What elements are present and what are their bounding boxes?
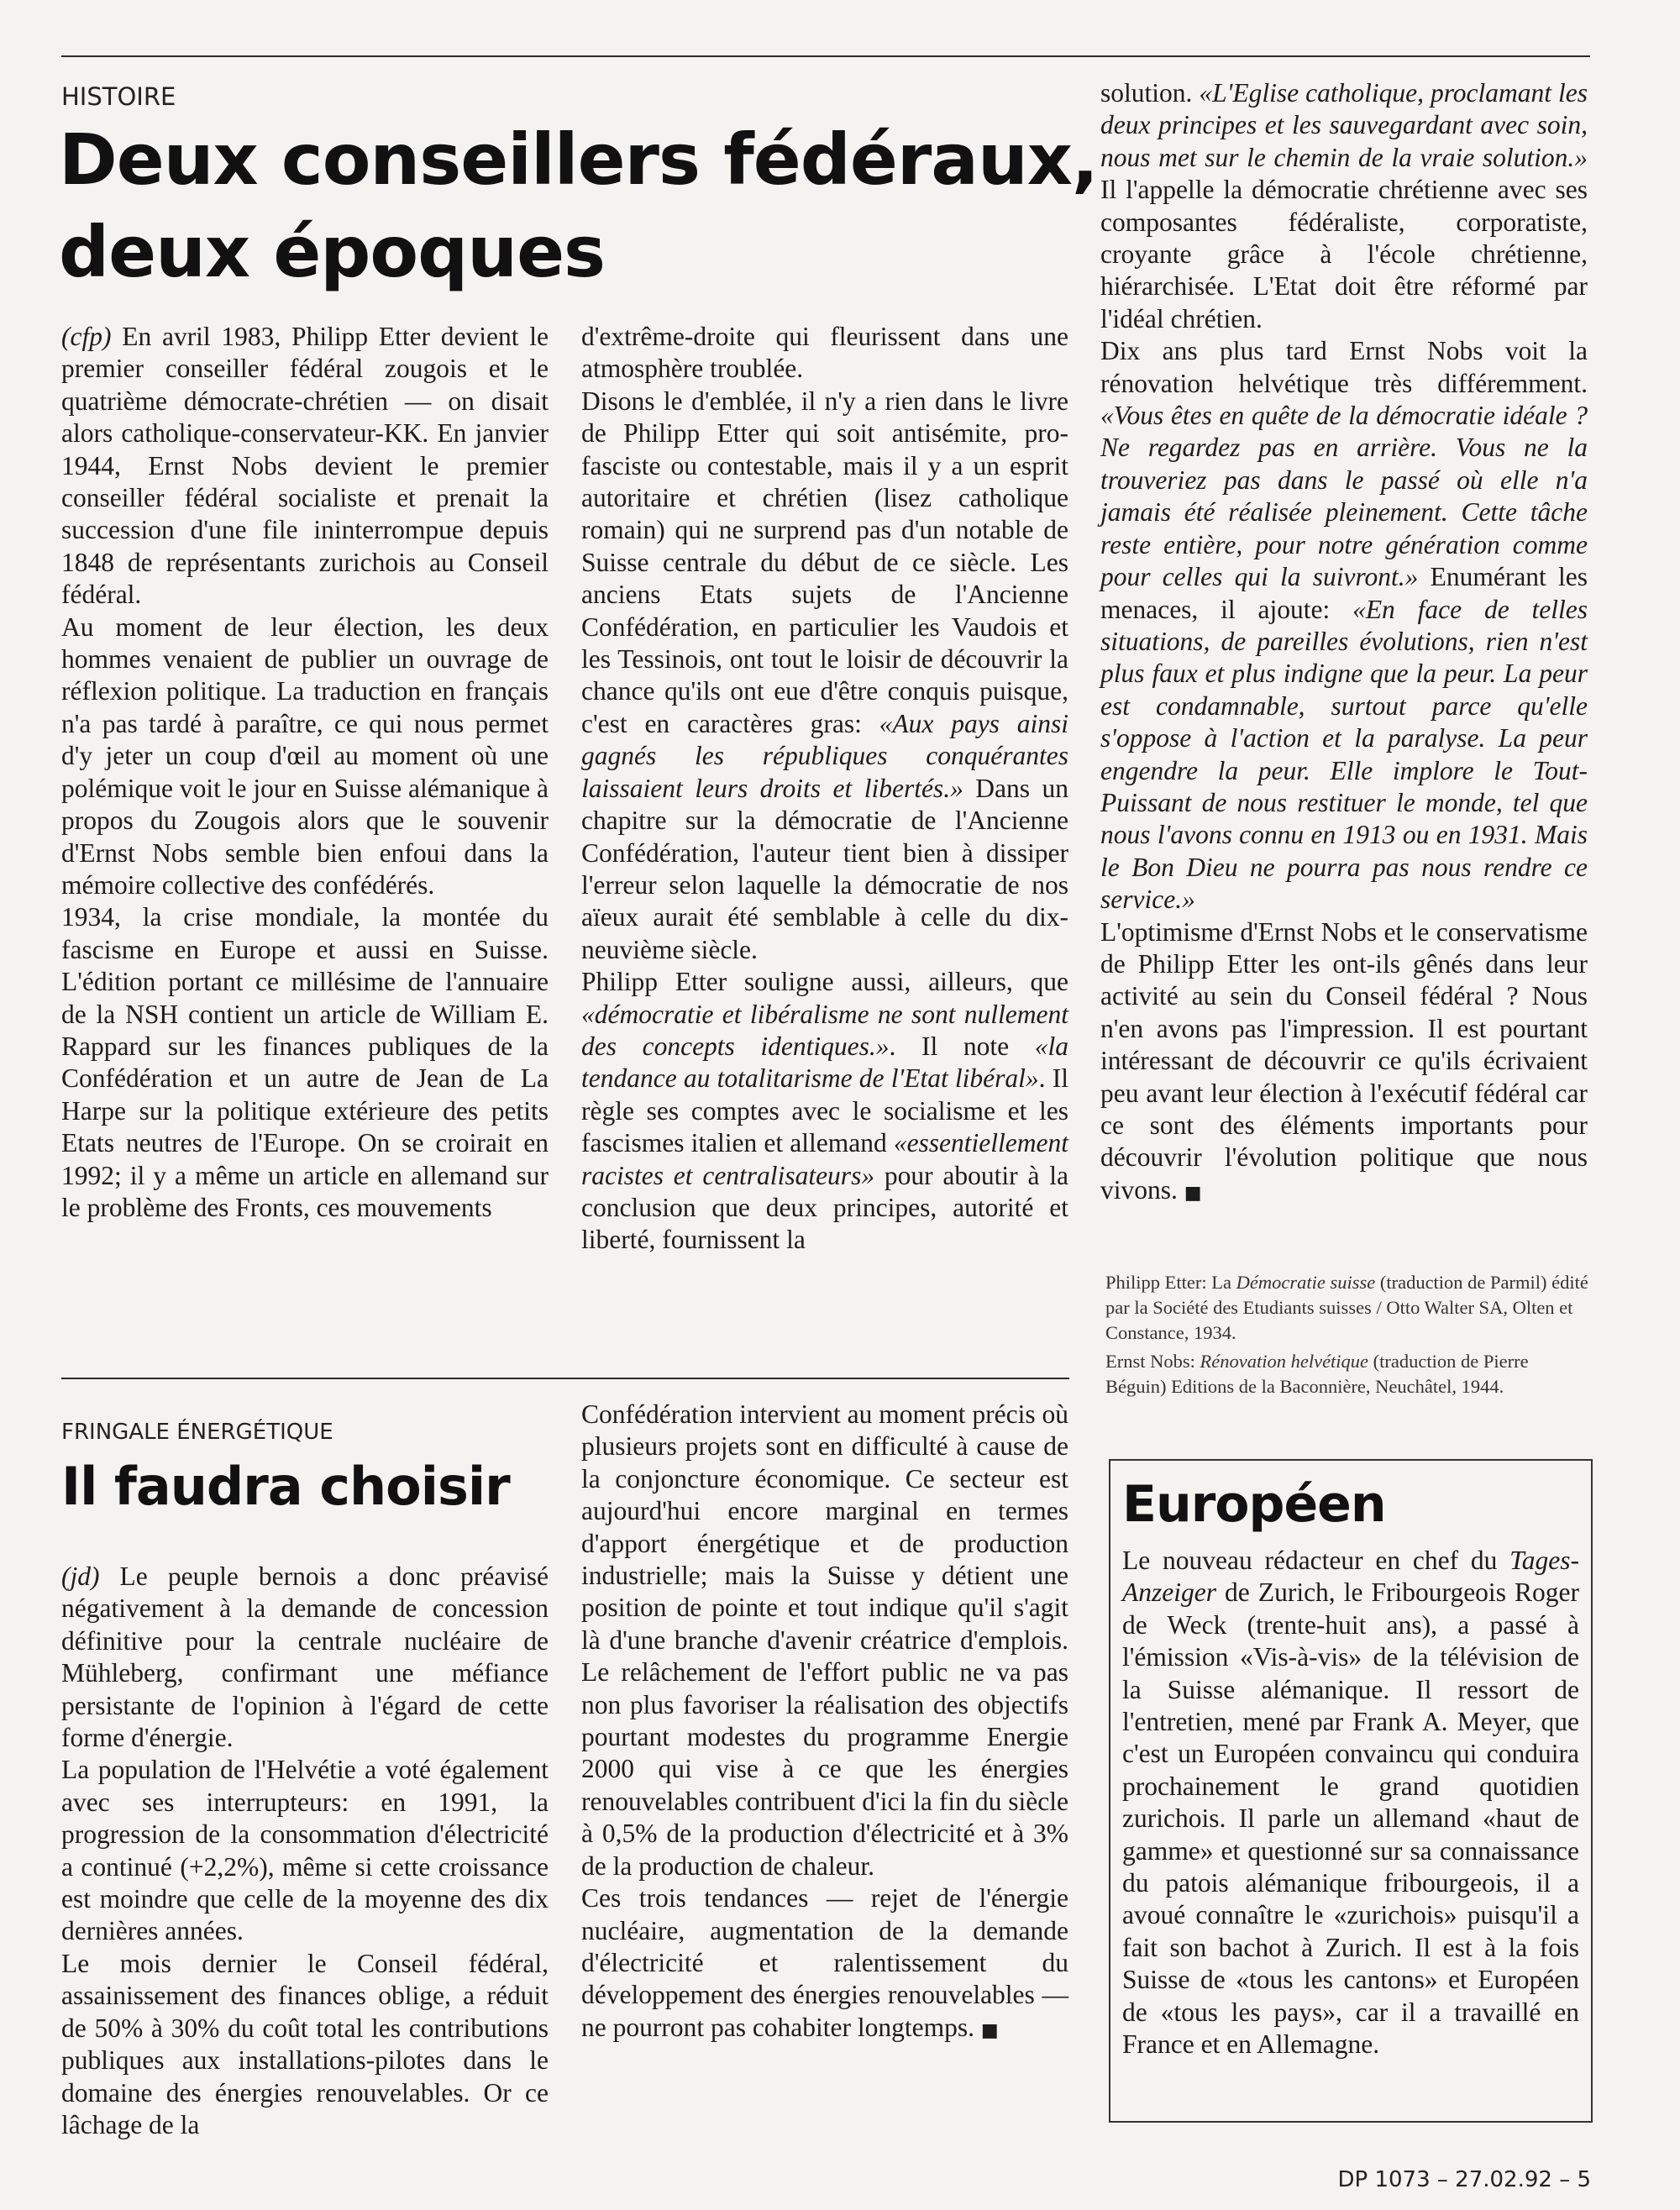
- paragraph: d'extrême-droite qui fleurissent dans une atmosphère troublée.: [581, 322, 1068, 384]
- bibliography-entry: Philipp Etter: La Démocratie suisse (traduction de Parmil) édité par la Société des Etudiants suisses / Otto Walter SA, Olten et Constance, 1934.: [1105, 1272, 1588, 1343]
- paragraph: La population de l'Helvétie a voté également avec ses interrupteurs: en 1991, la progression de la consommation d'électricité a continué (+2,2%), même si cette croissance est moindre que celle de la moyenne des dix dernières années.: [61, 1755, 549, 1946]
- bibliography: [1105, 1270, 1589, 1403]
- paragraph: 1934, la crise mondiale, la montée du fascisme en Europe et aussi en Suisse. L'édition portant ce millésime de l'annuaire de la NSH contient un article de William E. Rappard sur les finances publiques de la Confédération et un autre de Jean de La Harpe sur la politique extérieure des petits Etats neutres de l'Europe. On se croirait en 1992; il y a même un article en allemand sur le problème des Fronts, ces mouvements: [61, 902, 549, 1222]
- end-mark-icon: ■: [1184, 1182, 1202, 1204]
- article2-column-1: [61, 1561, 549, 2141]
- article1-column-3: [1100, 77, 1588, 1210]
- paragraph: Dix ans plus tard Ernst Nobs voit la rénovation helvétique très différemment. «Vous êtes en quête de la démocratie idéale ? Ne regardez pas en arrière. Vous ne la trouveriez pas dans le passé où elle n'a jamais été réalisée pleinement. Cette tâche reste entière, pour notre génération comme pour celles qui la suivront.» Enumérant les menaces, il ajoute: «En face de telles situations, de pareilles évolutions, rien n'est plus faux et plus indigne que la peur. La peur est condamnable, surtout parce qu'elle s'oppose à l'action et la paralyse. La peur engendre la peur. Elle implore le Tout-Puissant de nous restituer le monde, tel que nous l'avons connu en 1913 ou en 1931. Mais le Bon Dieu ne pourra pas nous rendre ce service.»: [1100, 336, 1588, 915]
- paragraph: Ces trois tendances — rejet de l'énergie nucléaire, augmentation de la demande d'électricité et ralentissement du développement des énergies renouvelables — ne pourront pas cohabiter longtemps. ■: [581, 1883, 1068, 2042]
- paragraph: L'optimisme d'Ernst Nobs et le conservatisme de Philipp Etter les ont-ils gênés dans leur activité au sein du Conseil fédéral ? Nous n'en avons pas l'impression. Il est pourtant intéressant de découvrir ce qu'ils écrivaient peu avant leur élection à l'exécutif fédéral car ce sont des éléments importants pour découvrir l'évolution politique que nous vivons. ■: [1100, 916, 1588, 1205]
- article1-title-line2: deux époques: [59, 211, 606, 293]
- box-title: Européen: [1122, 1475, 1386, 1534]
- bibliography-entry: Ernst Nobs: Rénovation helvétique (traduction de Pierre Béguin) Editions de la Baconnière, Neuchâtel, 1944.: [1105, 1351, 1529, 1397]
- paragraph: Le mois dernier le Conseil fédéral, assainissement des finances oblige, a réduit de 50% à 30% du coût total les contributions publiques aux installations-pilotes dans le domaine des énergies renouvelables. Or ce lâchage de la: [61, 1948, 549, 2139]
- sidebar-box: [1109, 1459, 1593, 2123]
- paragraph: (jd) Le peuple bernois a donc préavisé négativement à la demande de concession définitive pour la centrale nucléaire de Mühleberg, confirmant une méfiance persistante de l'opinion à l'égard de cette forme d'énergie.: [61, 1562, 549, 1753]
- paragraph: Au moment de leur élection, les deux hommes venaient de publier un ouvrage de réflexion politique. La traduction en français n'a pas tardé à paraître, ce qui nous permet d'y jeter un coup d'œil au moment où une polémique voit le jour en Suisse alémanique à propos du Zougois alors que le souvenir d'Ernst Nobs semble bien enfoui dans la mémoire collective des confédérés.: [61, 612, 549, 900]
- end-mark-icon: ■: [980, 2019, 999, 2041]
- article2-kicker: FRINGALE ÉNERGÉTIQUE: [61, 1420, 333, 1445]
- paragraph: Disons le d'emblée, il n'y a rien dans le livre de Philipp Etter qui soit antisémite, pro-fasciste ou contestable, mais il y a un esprit autoritaire et chrétien (lisez catholique romain) qui ne surprend pas d'un notable de Suisse centrale du début de ce siècle. Les anciens Etats sujets de l'Ancienne Confédération, en particulier les Vaudois et les Tessinois, ont tout le loisir de découvrir la chance qu'ils ont eue d'être conquis puisque, c'est en caractères gras: «Aux pays ainsi gagnés les républiques conquérantes laissaient leurs droits et libertés.» Dans un chapitre sur la démocratie de l'Ancienne Confédération, l'auteur tient bien à dissiper l'erreur selon laquelle la démocratie de nos aïeux aurait été semblable à celle du dix-neuvième siècle.: [581, 386, 1068, 964]
- paragraph: Confédération intervient au moment précis où plusieurs projets sont en difficulté à cause de la conjoncture économique. Ce secteur est aujourd'hui encore marginal en termes d'apport énergétique et de production industrielle; mais la Suisse y détient une position de pointe et tout indique qu'il s'agit là d'une branche d'avenir créatrice d'emplois. Le relâchement de l'effort public ne va pas non plus favoriser la réalisation des objectifs pourtant modestes du programme Energie 2000 qui vise à ce que les énergies renouvelables contribuent d'ici la fin du siècle à 0,5% de la production d'électricité et à 3% de la production de chaleur.: [581, 1399, 1068, 1881]
- box-text: Le nouveau rédacteur en chef du Tages-Anzeiger de Zurich, le Fribourgeois Roger de Weck (trente-huit ans), a passé à l'émission «Vis-à-vis» de la télévision de la Suisse alémanique. Il ressort de l'entretien, mené par Frank A. Meyer, que c'est un Européen convaincu qui conduira prochainement le grand quotidien zurichois. Il parle un allemand «haut de gamme» et questionné sur sa connaissance du patois alémanique fribourgeois, il a avoué connaître le «zurichois» puisqu'il a fait son bachot à Zurich. Il est à la fois Suisse de «tous les cantons» et Européen de «tous les pays», car il a travaillé en France et en Allemagne.: [1122, 1546, 1579, 2060]
- article2-title: Il faudra choisir: [61, 1456, 510, 1517]
- paragraph: solution. «L'Eglise catholique, proclamant les deux principes et les sauvegardant avec soin, nous met sur le chemin de la vraie solution.» Il l'appelle la démocratie chrétienne avec ses composantes fédéraliste, corporatiste, croyante grâce à l'école chrétienne, hiérarchisée. L'Etat doit être réformé par l'idéal chrétien.: [1100, 78, 1588, 333]
- article1-title-line1: Deux conseillers fédéraux,: [59, 118, 1098, 201]
- page-footer: DP 1073 – 27.02.92 – 5: [1337, 2167, 1591, 2192]
- paragraph: Philipp Etter souligne aussi, ailleurs, que «démocratie et libéralisme ne sont nullement des concepts identiques.». Il note «la tendance au totalitarisme de l'Etat libéral». Il règle ses comptes avec le socialisme et les fascismes italien et allemand «essentiellement racistes et centralisateurs» pour aboutir à la conclusion que deux principes, autorité et liberté, fournissent la: [581, 967, 1068, 1255]
- article1-column-1: [61, 321, 549, 1224]
- article1-kicker: HISTOIRE: [61, 82, 176, 111]
- article2-column-2: [581, 1399, 1068, 2047]
- paragraph: (cfp) En avril 1983, Philipp Etter devient le premier conseiller fédéral zougois et le quatrième démocrate-chrétien — on disait alors catholique-conservateur-KK. En janvier 1944, Ernst Nobs devient le premier conseiller fédéral socialiste et prenait la succession d'une file ininterrompue depuis 1848 de représentants zurichois au Conseil fédéral.: [61, 322, 549, 610]
- section-rule: [61, 1378, 1069, 1379]
- top-rule: [61, 55, 1590, 57]
- article1-column-2: [581, 321, 1068, 1257]
